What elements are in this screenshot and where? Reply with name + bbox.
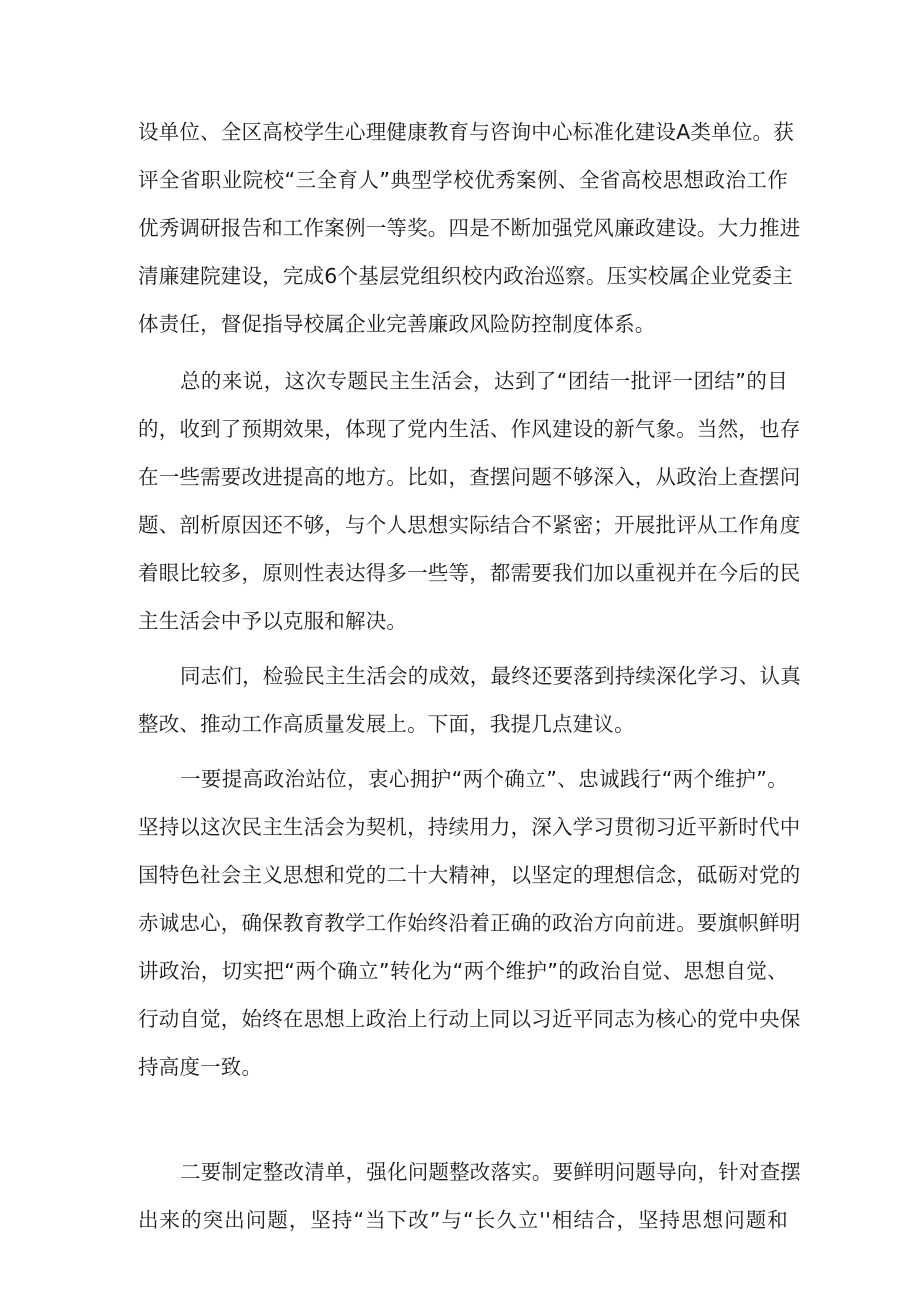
text-line: 赤诚忠心，确保教育教学工作始终沿着正确的政治方向前进。要旗帜鲜明 xyxy=(138,911,801,935)
text-line: 持高度一致。 xyxy=(138,1055,263,1079)
paragraph-1 xyxy=(138,108,801,348)
text-line: 评全省职业院校“三全育人”典型学校优秀案例、全省高校思想政治工作 xyxy=(138,168,788,192)
text-line: 体责任，督促指导校属企业完善廉政风险防控制度体系。 xyxy=(138,312,656,336)
text-line: 坚持以这次民主生活会为契机，持续用力，深入学习贯彻习近平新时代中 xyxy=(138,815,801,839)
text-line: 国特色社会主义思想和党的二十大精神，以坚定的理想信念，砥砺对党的 xyxy=(138,863,801,887)
text-line: 总的来说，这次专题民主生活会，达到了“团结一批评一团结”的目 xyxy=(180,369,788,393)
text-line: 在一些需要改进提高的地方。比如，查摆问题不够深入，从政治上查摆问 xyxy=(138,465,801,489)
text-line: 着眼比较多，原则性表达得多一些等，都需要我们加以重视并在今后的民 xyxy=(138,561,801,585)
text-line: 讲政治，切实把“两个确立”转化为“两个维护”的政治自觉、思想自觉、 xyxy=(138,959,788,983)
paragraph-3 xyxy=(138,652,801,748)
text-line: 清廉建院建设，完成6个基层党组织校内政治巡察。压实校属企业党委主 xyxy=(138,264,793,288)
text-line: 设单位、全区高校学生心理健康教育与咨询中心标准化建设A类单位。获 xyxy=(138,120,794,144)
text-line: 主生活会中予以克服和解决。 xyxy=(138,609,408,633)
text-line: 题、剖析原因还不够，与个人思想实际结合不紧密；开展批评从工作角度 xyxy=(138,513,801,537)
text-line: 二要制定整改清单，强化问题整改落实。要鲜明问题导向，针对查摆 xyxy=(180,1160,801,1184)
text-line: 出来的突出问题，坚持“当下改”与“长久立''相结合，坚持思想问题和 xyxy=(138,1208,788,1232)
paragraph-4 xyxy=(138,755,801,1091)
text-line: 行动自觉，始终在思想上政治上行动上同以习近平同志为核心的党中央保 xyxy=(138,1007,801,1031)
paragraph-5 xyxy=(138,1148,801,1244)
paragraph-2 xyxy=(138,357,801,645)
text-line: 优秀调研报告和工作案例一等奖。四是不断加强党风廉政建设。大力推进 xyxy=(138,216,801,240)
text-line: 同志们，检验民主生活会的成效，最终还要落到持续深化学习、认真 xyxy=(180,664,801,688)
text-line: 整改、推动工作高质量发展上。下面，我提几点建议。 xyxy=(138,712,635,736)
text-line: 的，收到了预期效果，体现了党内生活、作风建设的新气象。当然，也存 xyxy=(138,417,801,441)
text-line: 一要提高政治站位，衷心拥护“两个确立”、忠诚践行“两个维护”。 xyxy=(180,767,788,791)
